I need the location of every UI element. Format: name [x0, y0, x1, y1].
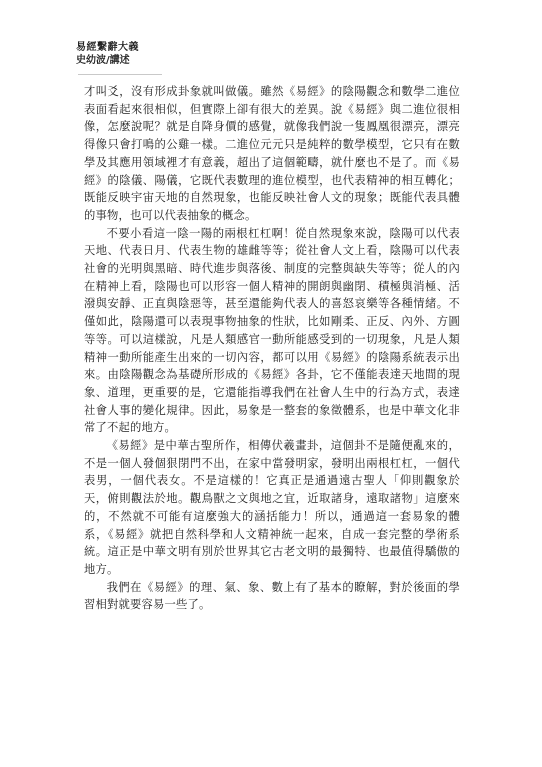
book-title: 易經繫辭大義 [76, 42, 139, 53]
page-header [76, 42, 139, 67]
paragraph: 我們在《易經》的理、氣、象、數上有了基本的瞭解，對於後面的學習相對就要容易一些了。 [84, 580, 460, 612]
paragraph: 才叫爻，沒有形成卦象就叫做儀。雖然《易經》的陰陽觀念和數學二進位表面看起來很相似，但實際上卻有很大的差異。說《易經》與二進位很相像，怎麼說呢？就是自降身價的感覺，就像我們說一隻鳳凰很漂亮，漂亮得像只會打鳴的公雞一樣。二進位元元只是純粹的數學模型，它只有在數學及其應用領域裡才有意義，超出了這個範疇，就什麼也不是了。而《易經》的陰儀、陽儀，它既代表數理的進位模型，也代表精神的相互轉化；既能反映宇宙天地的自然現象，也能反映社會人文的現象；既能代表具體的事物，也可以代表抽象的概念。 [84, 85, 460, 222]
header-divider [78, 74, 162, 75]
body-text [84, 83, 460, 614]
paragraph: 不要小看這一陰一陽的兩根杠杠啊！從自然現象來說，陰陽可以代表天地、代表日月、代表生物的雄雌等等；從社會人文上看，陰陽可以代表社會的光明與黑暗、時代進步與落後、制度的完整與缺失等等；從人的內在精神上看，陰陽也可以形容一個人精神的開朗與幽閉、積極與消極、活潑與安靜、正直與陰惡等，甚至還能夠代表人的喜怒哀樂等各種情緒。不僅如此，陰陽還可以表現事物抽象的性狀，比如剛柔、正反、內外、方圓等等。可以這樣說，凡是人類感官一動所能感受到的一切現象，凡是人類精神一動所能產生出來的一切內容，都可以用《易經》的陰陽系統表示出來。由陰陽觀念為基礎所形成的《易經》各卦，它不僅能表達天地間的現象、道理，更重要的是，它還能指導我們在社會人生中的行為方式，表達社會人事的變化規律。因此，易象是一整套的象徵體系，也是中華文化非常了不起的地方。 [84, 226, 460, 435]
book-author: 史幼波/講述 [76, 55, 130, 66]
paragraph: 《易經》是中華古聖所作，相傳伏羲畫卦，這個卦不是隨便亂來的，不是一個人發個狠閉門不出，在家中當發明家，發明出兩根杠杠，一個代表男，一個代表女。不是這樣的！它真正是通過遠古聖人「仰則觀象於天，俯則觀法於地。觀鳥獸之文與地之宜，近取諸身，遠取諸物」這麼來的，不然就不可能有這麼強大的涵括能力！所以，通過這一套易象的體系，《易經》就把自然科學和人文精神統一起來，自成一套完整的學術系統。這正是中華文明有別於世界其它古老文明的最獨特、也最值得驕傲的地方。 [84, 439, 460, 576]
